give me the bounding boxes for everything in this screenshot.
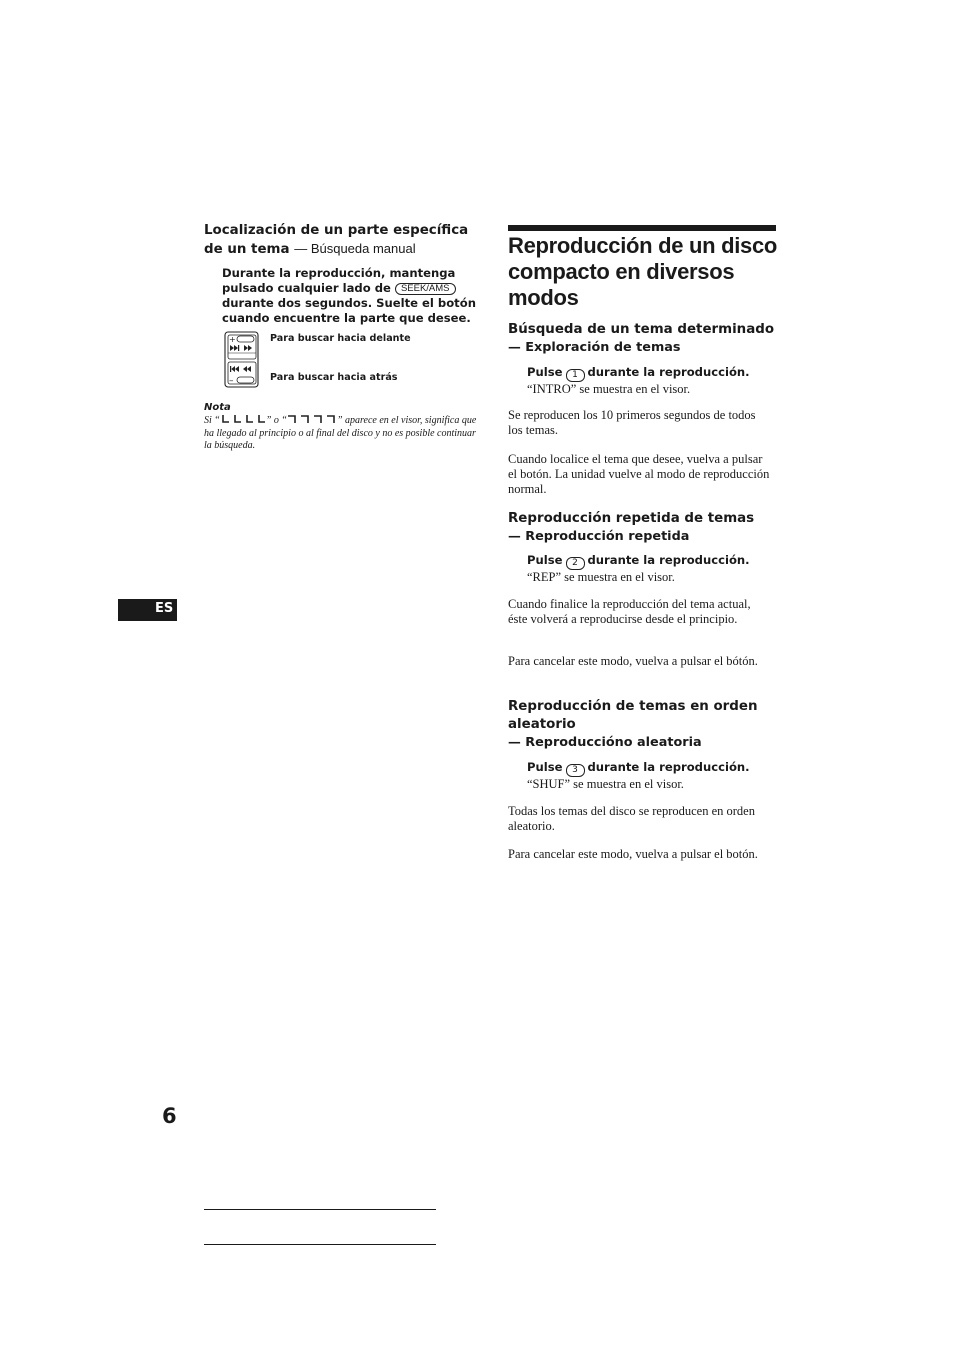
instruction-action: durante la reproducción. [587,760,750,774]
button-1-icon: 1 [566,369,585,382]
note-text [204,414,478,453]
instruction-text-after: durante dos segundos. Suelte el botón cuando encuentre la parte que desee. [222,296,476,325]
section-heading-manual-search [204,222,476,259]
button-2-icon: 2 [566,557,585,570]
heading-text: Localización de un parte específica de un tema [204,223,469,257]
note-text-end: ” aparece en el visor, significa que ha llegado al principio o al final del disco y no es posible continuar la búsqueda. [204,415,477,452]
repeat-paragraph-1: Cuando finalice la reproducción del tema actual, éste volverá a reproducirse desde el principio. [508,597,751,626]
section-subtitle: — Reproduccióno aleatoria [508,735,702,750]
note-text-middle: ” o “ [265,415,287,426]
footer-rule-bottom [204,1244,436,1245]
display-message: “REP” se muestra en el visor. [527,570,675,584]
plus-icon: + [229,335,236,344]
seek-ams-button-label: SEEK/AMS [395,283,456,295]
shuffle-paragraph-1: Todas los temas del disco se reproducen en orden aleatorio. [508,804,755,833]
display-message: “SHUF” se muestra en el visor. [527,777,684,791]
footer-rule-top [204,1209,436,1210]
button-3-icon: 3 [566,764,585,777]
display-end-segments-icon [287,414,337,424]
note-text-start: Si “ [204,415,220,426]
note-title: Nota [204,402,231,413]
section-heading-repeat [508,510,783,546]
section-heading-text: Reproducción de temas en orden aleatorio [508,699,758,732]
display-start-segments-icon [220,414,266,424]
language-tab-label: ES [155,601,174,616]
display-message: “INTRO” se muestra en el visor. [527,382,691,396]
page-number: 6 [162,1104,177,1128]
instruction-action: durante la reproducción. [587,553,750,567]
seek-ams-control-illustration [222,331,260,389]
previous-track-icon [230,366,251,372]
section-heading-text: Reproducción repetida de temas [508,511,755,526]
intro-paragraph-2: Cuando localice el tema que desee, vuelva a pulsar el botón. La unidad vuelve al modo de reproducción normal. [508,452,770,496]
instruction-action: durante la reproducción. [587,365,750,379]
section-subtitle: — Exploración de temas [508,340,681,355]
repeat-instruction [527,553,787,585]
section-heading-intro [508,321,783,357]
caption-search-forward: Para buscar hacia delante [270,333,411,344]
shuffle-paragraph-2: Para cancelar este modo, vuelva a pulsar el botón. [508,847,758,861]
section-heading-shuffle [508,698,783,752]
instruction-pulse: Pulse [527,760,563,774]
instruction-pulse: Pulse [527,365,563,379]
section-heading-text: Búsqueda de un tema determinado [508,322,775,337]
next-track-icon [230,345,252,351]
title-bar [508,225,776,231]
manual-search-instruction [222,266,477,326]
page-title: Reproducción de un disco compacto en diversos modos [508,233,778,310]
intro-instruction [527,365,787,397]
heading-subtitle: — Búsqueda manual [294,241,416,256]
minus-icon: – [229,376,234,386]
caption-search-backward: Para buscar hacia atrás [270,372,398,383]
shuffle-instruction [527,760,787,792]
instruction-pulse: Pulse [527,553,563,567]
repeat-paragraph-2: Para cancelar este modo, vuelva a pulsar el bótón. [508,654,758,668]
intro-paragraph-1: Se reproducen los 10 primeros segundos de todos los temas. [508,408,756,437]
section-subtitle: — Reproducción repetida [508,529,690,544]
instruction-text-before: Durante la reproducción, mantenga pulsado cualquier lado de [222,266,456,295]
